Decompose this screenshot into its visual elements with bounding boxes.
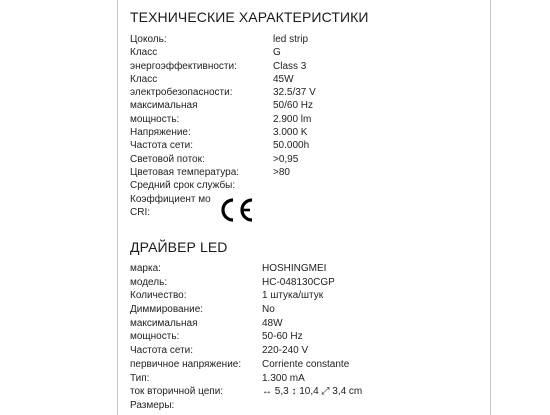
driver-key: Частота сети: — [130, 345, 194, 357]
driver-value: ↔ 5,3 ↕ 10,4 ⤢ 3,4 cm — [262, 386, 363, 398]
specs-section-title: ТЕХНИЧЕСКИЕ ХАРАКТЕРИСТИКИ — [130, 9, 369, 25]
spec-value: led strip — [273, 34, 309, 45]
driver-key: Размеры: — [130, 399, 175, 411]
driver-key: максимальная — [130, 317, 198, 329]
spec-row — [130, 60, 360, 73]
panel-right-border — [490, 0, 491, 415]
driver-key: Тип: — [130, 372, 150, 384]
spec-row — [130, 153, 360, 166]
driver-key: Количество: — [130, 290, 187, 302]
driver-value: HOSHINGMEI — [262, 263, 327, 274]
spec-key: Средний срок службы: — [130, 180, 236, 192]
specs-list — [130, 33, 360, 219]
driver-row — [130, 262, 370, 276]
spec-row — [130, 113, 360, 126]
spec-row — [130, 126, 360, 139]
spec-key: максимальная — [130, 100, 198, 112]
driver-row — [130, 372, 370, 386]
spec-value: 3.000 K — [273, 127, 308, 139]
driver-row — [130, 303, 370, 317]
driver-key: мощность: — [130, 331, 180, 343]
spec-row — [130, 166, 360, 179]
spec-key: Класс — [130, 47, 158, 59]
spec-key: энергоэффективности: — [130, 60, 237, 72]
spec-row — [130, 33, 360, 46]
spec-value: 45W — [273, 73, 294, 85]
spec-key: CRI: — [130, 206, 150, 218]
spec-value: 50.000h — [273, 140, 310, 152]
driver-value: 50-60 Hz — [262, 331, 303, 343]
spec-key: Цветовая температура: — [130, 166, 240, 178]
driver-key: Диммирование: — [130, 304, 204, 316]
spec-value: G — [273, 47, 281, 59]
driver-key: первичное напряжение: — [130, 358, 242, 370]
driver-row — [130, 330, 370, 344]
driver-row — [130, 317, 370, 331]
spec-key: мощность: — [130, 113, 180, 125]
panel-left-border — [117, 0, 118, 415]
ce-conformity-icon — [215, 197, 257, 223]
spec-value: >0,95 — [273, 153, 299, 165]
spec-key: Коэффициент мо — [130, 193, 211, 205]
driver-value: Corriente constante — [262, 358, 350, 370]
spec-row — [130, 99, 360, 112]
driver-row — [130, 289, 370, 303]
driver-key: модель: — [130, 276, 168, 288]
spec-key: Класс — [130, 73, 158, 85]
spec-value: 50/60 Hz — [273, 100, 314, 112]
driver-value: 48W — [262, 317, 283, 329]
driver-key: марка: — [130, 263, 161, 274]
driver-key: ток вторичной цепи: — [130, 386, 224, 398]
driver-row — [130, 385, 370, 399]
driver-row — [130, 358, 370, 372]
driver-section-title: ДРАЙВЕР LED — [130, 239, 228, 255]
spec-key: Частота сети: — [130, 140, 194, 152]
driver-value: No — [262, 304, 275, 316]
spec-row — [130, 73, 360, 86]
spec-key: Напряжение: — [130, 127, 191, 139]
spec-value: 2.900 lm — [273, 113, 312, 125]
driver-row — [130, 276, 370, 290]
driver-list — [130, 262, 370, 413]
driver-value: 1.300 mA — [262, 372, 305, 384]
spec-key: Цоколь: — [130, 34, 167, 45]
spec-key: Световой поток: — [130, 153, 205, 165]
spec-value: Class 3 — [273, 60, 307, 72]
spec-key: электробезопасности: — [130, 87, 233, 99]
spec-row — [130, 46, 360, 59]
driver-value: 1 штука/штук — [262, 290, 324, 302]
driver-row — [130, 344, 370, 358]
driver-value: HC-048130CGP — [262, 276, 335, 288]
driver-value: 220-240 V — [262, 345, 309, 357]
spec-row — [130, 179, 360, 192]
spec-row — [130, 139, 360, 152]
spec-value: >80 — [273, 166, 290, 178]
spec-row — [130, 86, 360, 99]
driver-row — [130, 399, 370, 413]
spec-value: 32.5/37 V — [273, 87, 316, 99]
